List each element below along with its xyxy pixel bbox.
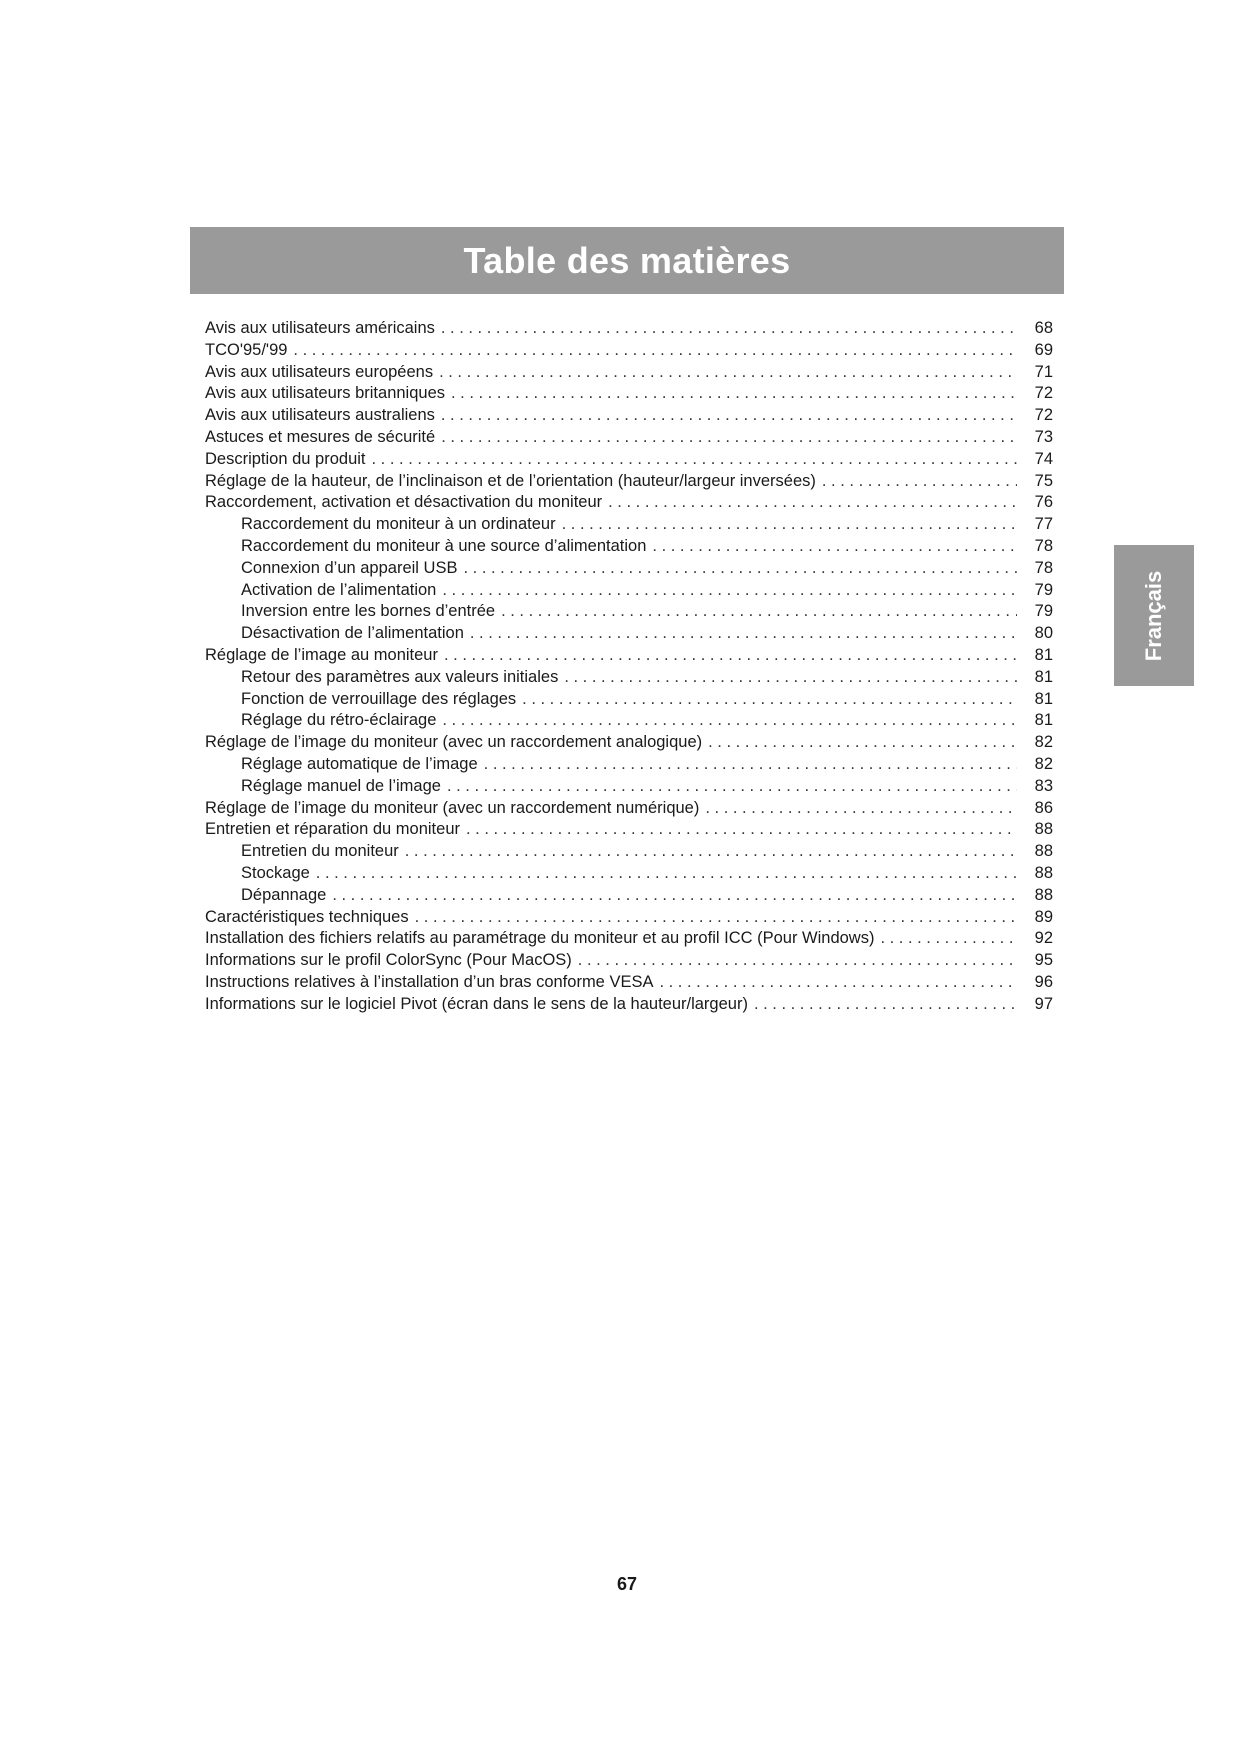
toc-entry-page: 78 [1034,536,1053,555]
toc-entry-label: Fonction de verrouillage des réglages [241,689,517,708]
toc-entry[interactable] [205,623,1053,645]
toc-leader-dots [880,928,1017,950]
toc-entry-label: Réglage de la hauteur, de l’inclinaison et de l’orientation (hauteur/largeur inversées) [205,471,816,490]
toc-leader-dots [442,710,1017,732]
toc-entry-label: Instructions relatives à l’installation d’un bras conforme VESA [205,972,654,991]
toc-entry[interactable] [205,667,1053,689]
toc-leader-dots [441,405,1017,427]
toc-entry[interactable] [205,427,1053,449]
toc-leader-dots [652,536,1017,558]
toc-entry-page: 82 [1034,754,1053,773]
toc-entry-page: 88 [1034,885,1053,904]
toc-leader-dots [442,580,1017,602]
toc-entry-page: 88 [1034,842,1053,861]
toc-entry-label: Inversion entre les bornes d’entrée [241,602,496,621]
toc-entry-label: Dépannage [241,885,327,904]
toc-leader-dots [444,645,1017,667]
toc-entry-label: Réglage manuel de l’image [241,776,441,795]
toc-entry-label: Retour des paramètres aux valeurs initiales [241,667,559,686]
toc-leader-dots [293,340,1017,362]
toc-entry[interactable] [205,994,1053,1016]
toc-entry-label: Réglage de l’image au moniteur [205,645,438,664]
toc-entry[interactable] [205,514,1053,536]
toc-entry[interactable] [205,907,1053,929]
toc-entry-label: Stockage [241,863,310,882]
toc-entry-page: 68 [1034,319,1053,337]
toc-leader-dots [316,863,1017,885]
toc-entry[interactable] [205,819,1053,841]
toc-entry-label: Réglage automatique de l’image [241,754,478,773]
toc-entry[interactable] [205,645,1053,667]
toc-entry-label: Installation des fichiers relatifs au paramétrage du moniteur et au profil ICC (Pour Windows) [205,929,875,948]
toc-leader-dots [439,362,1017,384]
toc-entry-page: 81 [1034,645,1053,664]
toc-entry-page: 86 [1034,798,1053,817]
toc-entry[interactable] [205,318,1053,340]
toc-entry-page: 72 [1034,384,1053,403]
toc-entry[interactable] [205,580,1053,602]
page-title: Table des matières [463,239,791,281]
toc-entry-page: 78 [1034,558,1053,577]
toc-entry-label: TCO'95/'99 [205,340,288,359]
toc-entry[interactable] [205,449,1053,471]
toc-entry-label: Réglage du rétro-éclairage [241,711,437,730]
toc-leader-dots [405,841,1017,863]
toc-entry-page: 88 [1034,820,1053,839]
toc-entry-label: Entretien du moniteur [241,842,399,861]
toc-entry[interactable] [205,798,1053,820]
toc-leader-dots [441,427,1017,449]
toc-entry-page: 96 [1034,972,1053,991]
toc-leader-dots [332,885,1017,907]
toc-leader-dots [562,514,1017,536]
toc-entry-page: 79 [1034,580,1053,599]
toc-leader-dots [822,471,1017,493]
toc-entry-page: 81 [1034,689,1053,708]
toc-entry-page: 76 [1034,493,1053,512]
toc-entry[interactable] [205,754,1053,776]
toc-entry-label: Informations sur le logiciel Pivot (écran dans le sens de la hauteur/largeur) [205,994,748,1013]
toc-leader-dots [608,492,1017,514]
toc-entry-page: 95 [1034,951,1053,970]
toc-entry-page: 74 [1034,449,1053,468]
toc-entry[interactable] [205,710,1053,732]
language-tab [1114,545,1194,686]
toc-entry-label: Astuces et mesures de sécurité [205,427,436,446]
toc-entry[interactable] [205,776,1053,798]
toc-entry[interactable] [205,732,1053,754]
toc-entry-label: Raccordement du moniteur à un ordinateur [241,515,556,534]
toc-entry-label: Raccordement du moniteur à une source d’alimentation [241,536,647,555]
toc-entry-page: 97 [1034,994,1053,1013]
toc-entry-page: 81 [1034,667,1053,686]
toc-entry-page: 71 [1034,362,1053,381]
toc-entry-page: 82 [1034,733,1053,752]
toc-entry-label: Entretien et réparation du moniteur [205,820,460,839]
toc-entry[interactable] [205,471,1053,493]
toc-entry-label: Réglage de l’image du moniteur (avec un raccordement numérique) [205,798,700,817]
table-of-contents [205,318,1053,1016]
toc-entry-page: 80 [1034,624,1053,643]
toc-entry-page: 75 [1034,471,1053,490]
toc-entry-page: 81 [1034,711,1053,730]
page-number: 67 [616,1574,638,1594]
toc-entry-label: Réglage de l’image du moniteur (avec un raccordement analogique) [205,733,703,752]
toc-entry[interactable] [205,863,1053,885]
toc-leader-dots [564,667,1017,689]
toc-entry-label: Connexion d’un appareil USB [241,558,458,577]
toc-entry-page: 69 [1034,340,1053,359]
toc-entry[interactable] [205,972,1053,994]
toc-entry[interactable] [205,383,1053,405]
toc-entry-label: Désactivation de l’alimentation [241,624,464,643]
toc-leader-dots [484,754,1017,776]
toc-entry-page: 92 [1034,929,1053,948]
toc-entry[interactable] [205,841,1053,863]
toc-leader-dots [447,776,1017,798]
toc-entry[interactable] [205,950,1053,972]
toc-leader-dots [372,449,1017,471]
toc-entry-label: Avis aux utilisateurs australiens [205,406,435,425]
toc-leader-dots [470,623,1017,645]
toc-entry[interactable] [205,405,1053,427]
title-banner [190,227,1064,294]
toc-entry[interactable] [205,885,1053,907]
toc-leader-dots [705,798,1017,820]
toc-entry[interactable] [205,558,1053,580]
toc-entry[interactable] [205,601,1053,623]
toc-entry-label: Raccordement, activation et désactivation du moniteur [205,493,603,512]
toc-leader-dots [466,819,1017,841]
toc-leader-dots [463,558,1017,580]
toc-entry-page: 77 [1034,515,1053,534]
toc-leader-dots [441,318,1017,340]
toc-leader-dots [415,907,1017,929]
toc-entry-page: 88 [1034,863,1053,882]
toc-entry-label: Avis aux utilisateurs britanniques [205,384,445,403]
toc-entry-page: 89 [1034,907,1053,926]
toc-entry[interactable] [205,340,1053,362]
toc-leader-dots [659,972,1017,994]
toc-entry-page: 72 [1034,406,1053,425]
toc-leader-dots [451,383,1017,405]
toc-entry-label: Avis aux utilisateurs américains [205,319,435,337]
toc-leader-dots [708,732,1017,754]
toc-entry[interactable] [205,928,1053,950]
toc-entry-label: Informations sur le profil ColorSync (Pour MacOS) [205,951,572,970]
toc-entry[interactable] [205,492,1053,514]
toc-entry-label: Activation de l’alimentation [241,580,437,599]
toc-entry-label: Caractéristiques techniques [205,907,409,926]
toc-leader-dots [578,950,1017,972]
toc-leader-dots [522,689,1017,711]
toc-leader-dots [501,601,1017,623]
toc-entry[interactable] [205,689,1053,711]
toc-entry-label: Avis aux utilisateurs européens [205,362,434,381]
language-tab-label: Français [1141,570,1166,661]
toc-entry[interactable] [205,536,1053,558]
toc-entry-page: 73 [1034,427,1053,446]
toc-leader-dots [754,994,1017,1016]
toc-entry-label: Description du produit [205,449,366,468]
toc-entry-page: 83 [1034,776,1053,795]
toc-entry-page: 79 [1034,602,1053,621]
toc-entry[interactable] [205,362,1053,384]
